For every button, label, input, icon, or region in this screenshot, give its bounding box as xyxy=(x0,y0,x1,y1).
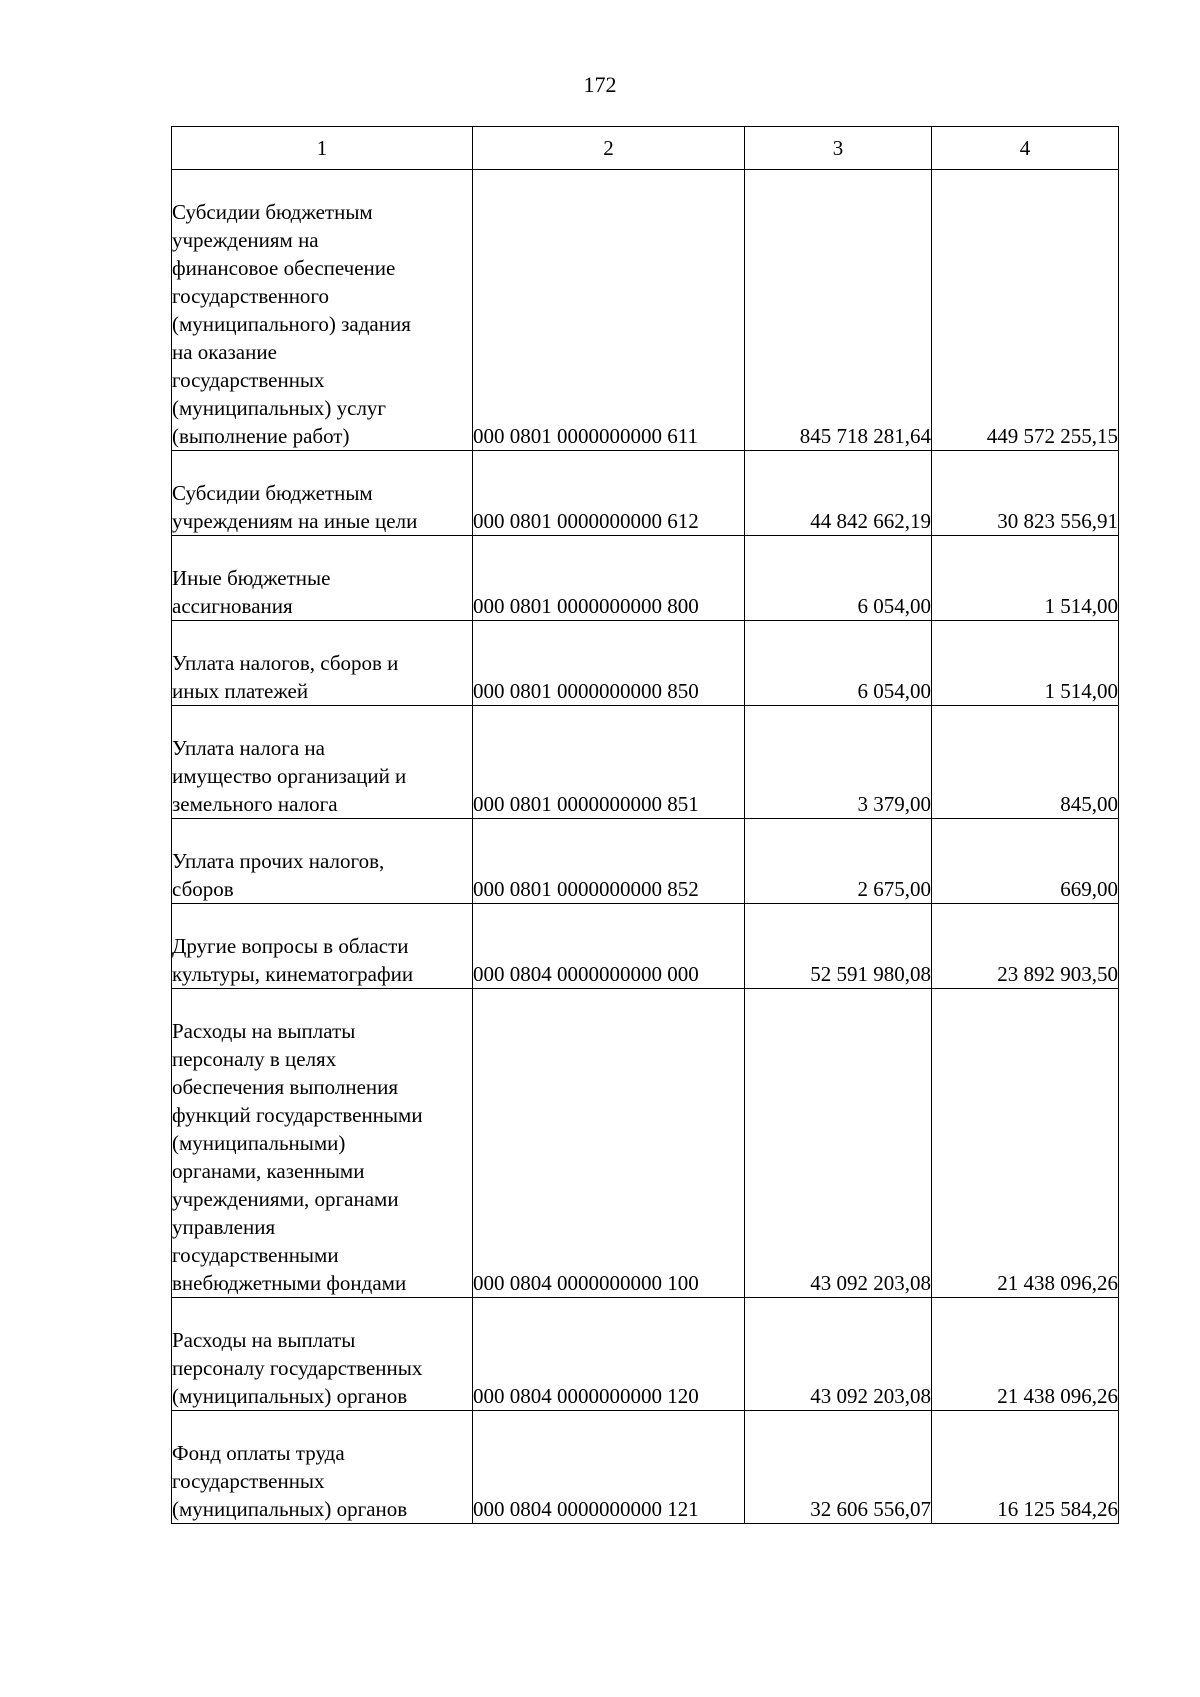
row-code-cell: 000 0804 0000000000 121 xyxy=(473,1411,745,1524)
row-code-cell: 000 0801 0000000000 800 xyxy=(473,536,745,621)
table-row xyxy=(172,706,1119,819)
row-code-cell: 000 0804 0000000000 100 xyxy=(473,989,745,1298)
row-name-cell: Фонд оплаты труда государственных (муниципальных) органов xyxy=(172,1411,473,1524)
table-row xyxy=(172,904,1119,989)
table-row xyxy=(172,819,1119,904)
row-code-cell: 000 0804 0000000000 000 xyxy=(473,904,745,989)
row-value4-cell: 1 514,00 xyxy=(932,621,1119,706)
row-value3-cell: 3 379,00 xyxy=(745,706,932,819)
table-row xyxy=(172,170,1119,451)
row-code-cell: 000 0801 0000000000 851 xyxy=(473,706,745,819)
row-code-cell: 000 0801 0000000000 611 xyxy=(473,170,745,451)
row-name-cell: Субсидии бюджетным учреждениям на иные цели xyxy=(172,451,473,536)
row-value4-cell: 1 514,00 xyxy=(932,536,1119,621)
table-row xyxy=(172,621,1119,706)
row-value4-cell: 21 438 096,26 xyxy=(932,1298,1119,1411)
column-header-4: 4 xyxy=(932,127,1119,170)
row-value3-cell: 6 054,00 xyxy=(745,536,932,621)
table-row xyxy=(172,1411,1119,1524)
row-name-cell: Субсидии бюджетным учреждениям на финансовое обеспечение государственного (муниципального) задания на оказание государственных (муниципальных) услуг (выполнение работ) xyxy=(172,170,473,451)
row-value3-cell: 2 675,00 xyxy=(745,819,932,904)
row-value3-cell: 6 054,00 xyxy=(745,621,932,706)
column-header-3: 3 xyxy=(745,127,932,170)
row-value4-cell: 669,00 xyxy=(932,819,1119,904)
row-value4-cell: 23 892 903,50 xyxy=(932,904,1119,989)
header-row xyxy=(172,127,1119,170)
row-value3-cell: 44 842 662,19 xyxy=(745,451,932,536)
row-name-cell: Другие вопросы в области культуры, кинематографии xyxy=(172,904,473,989)
row-code-cell: 000 0804 0000000000 120 xyxy=(473,1298,745,1411)
row-value3-cell: 32 606 556,07 xyxy=(745,1411,932,1524)
table-row xyxy=(172,536,1119,621)
row-value4-cell: 16 125 584,26 xyxy=(932,1411,1119,1524)
row-code-cell: 000 0801 0000000000 612 xyxy=(473,451,745,536)
row-name-cell: Уплата налогов, сборов и иных платежей xyxy=(172,621,473,706)
row-name-cell: Расходы на выплаты персоналу в целях обеспечения выполнения функций государственными (муниципальными) органами, казенными учреждениями, органами управления государственными внебюджетными фондами xyxy=(172,989,473,1298)
row-code-cell: 000 0801 0000000000 850 xyxy=(473,621,745,706)
row-code-cell: 000 0801 0000000000 852 xyxy=(473,819,745,904)
row-name-cell: Расходы на выплаты персоналу государственных (муниципальных) органов xyxy=(172,1298,473,1411)
row-value4-cell: 30 823 556,91 xyxy=(932,451,1119,536)
budget-table xyxy=(171,126,1119,1524)
column-header-1: 1 xyxy=(172,127,473,170)
row-name-cell: Уплата налога на имущество организаций и земельного налога xyxy=(172,706,473,819)
table-row xyxy=(172,451,1119,536)
row-value4-cell: 449 572 255,15 xyxy=(932,170,1119,451)
table-row xyxy=(172,989,1119,1298)
row-name-cell: Уплата прочих налогов, сборов xyxy=(172,819,473,904)
page-number: 172 xyxy=(583,72,617,97)
table-row xyxy=(172,1298,1119,1411)
row-value3-cell: 52 591 980,08 xyxy=(745,904,932,989)
row-value3-cell: 845 718 281,64 xyxy=(745,170,932,451)
row-value4-cell: 845,00 xyxy=(932,706,1119,819)
row-name-cell: Иные бюджетные ассигнования xyxy=(172,536,473,621)
row-value4-cell: 21 438 096,26 xyxy=(932,989,1119,1298)
column-header-2: 2 xyxy=(473,127,745,170)
row-value3-cell: 43 092 203,08 xyxy=(745,1298,932,1411)
row-value3-cell: 43 092 203,08 xyxy=(745,989,932,1298)
